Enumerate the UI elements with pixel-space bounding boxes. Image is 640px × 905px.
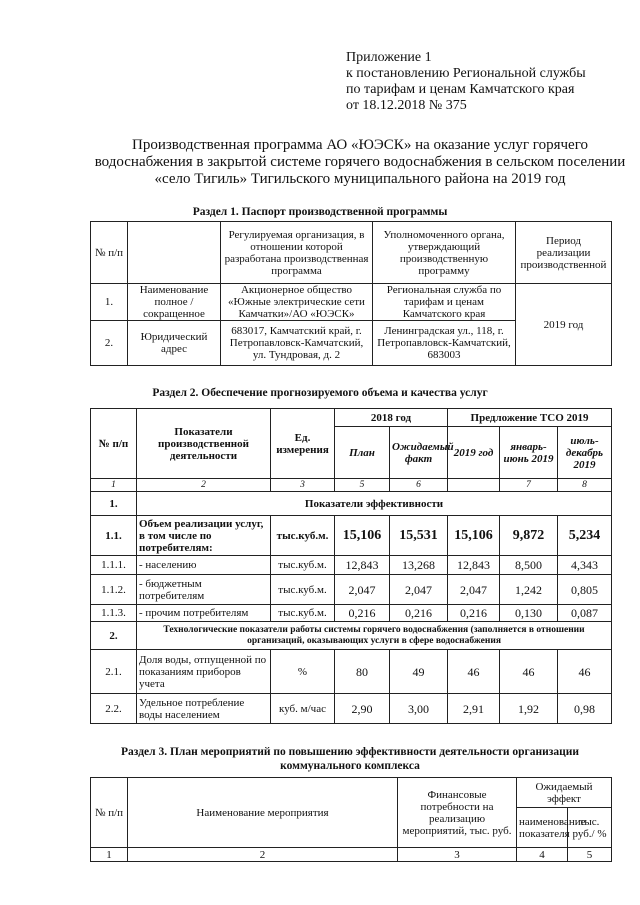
row-authority: Ленинградская ул., 118, г. Петропавловск-Камчатский, 683003 bbox=[373, 321, 516, 366]
col-number: 2 bbox=[137, 479, 271, 492]
table-row bbox=[91, 694, 612, 724]
services-table bbox=[90, 408, 612, 724]
column-numbers-row bbox=[91, 479, 612, 492]
row-num: 2.2. bbox=[91, 694, 137, 724]
section1-title: Раздел 1. Паспорт производственной программы bbox=[192, 206, 448, 218]
row-h2: 0,087 bbox=[558, 605, 612, 622]
row-num: 1.1.1. bbox=[91, 556, 137, 575]
header-indicator: Показатели производственной деятельности bbox=[137, 409, 271, 479]
header-value: тыс. руб./ % bbox=[568, 808, 612, 848]
row-unit: тыс.куб.м. bbox=[271, 605, 335, 622]
header-jul-dec: июль-декабрь 2019 bbox=[558, 427, 612, 479]
row-2019: 15,106 bbox=[448, 516, 500, 556]
group-title: Технологические показатели работы системы горячего водоснабжения (заполняется в отношении организаций, оказывающих услуги в сфере водоснабжения bbox=[137, 622, 612, 650]
col-number: 5 bbox=[568, 848, 612, 862]
row-authority: Региональная служба по тарифам и ценам Камчатского края bbox=[373, 284, 516, 321]
row-2019: 46 bbox=[448, 650, 500, 694]
header-num: № п/п bbox=[91, 409, 137, 479]
table-row bbox=[91, 556, 612, 575]
row-name: - бюджетным потребителям bbox=[137, 575, 271, 605]
row-fact: 13,268 bbox=[390, 556, 448, 575]
row-h1: 8,500 bbox=[500, 556, 558, 575]
row-name: Удельное потребление воды населением bbox=[137, 694, 271, 724]
row-2019: 12,843 bbox=[448, 556, 500, 575]
row-h2: 0,98 bbox=[558, 694, 612, 724]
col-number: 5 bbox=[335, 479, 390, 492]
table-row bbox=[91, 516, 612, 556]
header-name: Наименование мероприятия bbox=[128, 778, 398, 848]
col-number: 6 bbox=[390, 479, 448, 492]
row-num: 1.1.2. bbox=[91, 575, 137, 605]
passport-table bbox=[90, 221, 612, 366]
row-unit: куб. м/час bbox=[271, 694, 335, 724]
row-num: 2. bbox=[91, 321, 128, 366]
row-unit: тыс.куб.м. bbox=[271, 516, 335, 556]
group-num: 2. bbox=[91, 622, 137, 650]
section2-title: Раздел 2. Обеспечение прогнозируемого объема и качества услуг bbox=[152, 387, 488, 399]
col-number: 7 bbox=[500, 479, 558, 492]
row-org: Акционерное общество «Южные электрические сети Камчатки»/АО «ЮЭСК» bbox=[221, 284, 373, 321]
header-regulated-org: Регулируемая организация, в отношении которой разработана производственная программа bbox=[221, 222, 373, 284]
appendix-header bbox=[346, 50, 636, 114]
header-year-2018: 2018 год bbox=[335, 409, 448, 427]
row-plan: 0,216 bbox=[335, 605, 390, 622]
group-row bbox=[91, 622, 612, 650]
row-plan: 15,106 bbox=[335, 516, 390, 556]
column-numbers-row bbox=[91, 848, 612, 862]
row-h2: 46 bbox=[558, 650, 612, 694]
table-row bbox=[91, 605, 612, 622]
appendix-line: Приложение 1 bbox=[346, 50, 432, 65]
row-name: - прочим потребителям bbox=[137, 605, 271, 622]
row-h2: 4,343 bbox=[558, 556, 612, 575]
row-h2: 0,805 bbox=[558, 575, 612, 605]
row-h1: 1,242 bbox=[500, 575, 558, 605]
passport-row bbox=[91, 284, 612, 321]
appendix-line: по тарифам и ценам Камчатского края bbox=[346, 82, 575, 97]
row-plan: 80 bbox=[335, 650, 390, 694]
appendix-line: к постановлению Региональной службы bbox=[346, 66, 586, 81]
row-org: 683017, Камчатский край, г. Петропавловск-Камчатский, ул. Тундровая, д. 2 bbox=[221, 321, 373, 366]
header-jan-jun: январь-июнь 2019 bbox=[500, 427, 558, 479]
row-h2: 5,234 bbox=[558, 516, 612, 556]
col-number: 4 bbox=[517, 848, 568, 862]
col-number: 1 bbox=[91, 848, 128, 862]
row-num: 1.1. bbox=[91, 516, 137, 556]
header-blank bbox=[128, 222, 221, 284]
header-indicator-name: наименование показателя bbox=[517, 808, 568, 848]
row-unit: % bbox=[271, 650, 335, 694]
row-fact: 3,00 bbox=[390, 694, 448, 724]
row-fact: 0,216 bbox=[390, 605, 448, 622]
header-expected: Ожидаемый факт bbox=[390, 427, 448, 479]
row-h1: 46 bbox=[500, 650, 558, 694]
document-title: Производственная программа АО «ЮЭСК» на оказание услуг горячего водоснабжения в закрытой системе горячего водоснабжения в сельском поселении «село Тигиль» Тигильского муниципального района на 2019 год bbox=[94, 137, 626, 187]
services-header-row bbox=[91, 409, 612, 427]
header-authority: Уполномоченного органа, утверждающий производственную программу bbox=[373, 222, 516, 284]
row-unit: тыс.куб.м. bbox=[271, 575, 335, 605]
col-number: 2 bbox=[128, 848, 398, 862]
col-number: 3 bbox=[271, 479, 335, 492]
period-value: 2019 год bbox=[516, 284, 612, 366]
header-2019: 2019 год bbox=[448, 427, 500, 479]
header-num: № п/п bbox=[91, 222, 128, 284]
row-num: 2.1. bbox=[91, 650, 137, 694]
row-2019: 0,216 bbox=[448, 605, 500, 622]
header-finance: Финансовые потребности на реализацию мероприятий, тыс. руб. bbox=[398, 778, 517, 848]
passport-header-row bbox=[91, 222, 612, 284]
row-h1: 1,92 bbox=[500, 694, 558, 724]
row-num: 1.1.3. bbox=[91, 605, 137, 622]
row-h1: 0,130 bbox=[500, 605, 558, 622]
header-unit: Ед. измерения bbox=[271, 409, 335, 479]
header-effect: Ожидаемый эффект bbox=[517, 778, 612, 808]
measures-table bbox=[90, 777, 612, 862]
col-number: 3 bbox=[398, 848, 517, 862]
header-proposal: Предложение ТСО 2019 bbox=[448, 409, 612, 427]
header-plan: План bbox=[335, 427, 390, 479]
row-fact: 15,531 bbox=[390, 516, 448, 556]
row-label: Наименование полное / сокращенное bbox=[128, 284, 221, 321]
section3-title-line: Раздел 3. План мероприятий по повышению эффективности деятельности организации bbox=[121, 746, 579, 758]
row-name: Объем реализации услуг, в том числе по потребителям: bbox=[137, 516, 271, 556]
row-unit: тыс.куб.м. bbox=[271, 556, 335, 575]
group-title: Показатели эффективности bbox=[137, 492, 612, 516]
group-row bbox=[91, 492, 612, 516]
row-name: Доля воды, отпущенной по показаниям приборов учета bbox=[137, 650, 271, 694]
row-plan: 2,047 bbox=[335, 575, 390, 605]
row-num: 1. bbox=[91, 284, 128, 321]
col-number bbox=[448, 479, 500, 492]
section3-title-line: коммунального комплекса bbox=[280, 760, 420, 772]
header-num: № п/п bbox=[91, 778, 128, 848]
row-name: - населению bbox=[137, 556, 271, 575]
section3-title bbox=[90, 745, 610, 773]
row-fact: 2,047 bbox=[390, 575, 448, 605]
row-h1: 9,872 bbox=[500, 516, 558, 556]
row-label: Юридический адрес bbox=[128, 321, 221, 366]
measures-header-row bbox=[91, 778, 612, 808]
header-period: Период реализации производственной bbox=[516, 222, 612, 284]
row-fact: 49 bbox=[390, 650, 448, 694]
col-number: 8 bbox=[558, 479, 612, 492]
table-row bbox=[91, 650, 612, 694]
row-2019: 2,91 bbox=[448, 694, 500, 724]
row-plan: 12,843 bbox=[335, 556, 390, 575]
col-number: 1 bbox=[91, 479, 137, 492]
group-num: 1. bbox=[91, 492, 137, 516]
table-row bbox=[91, 575, 612, 605]
row-2019: 2,047 bbox=[448, 575, 500, 605]
row-plan: 2,90 bbox=[335, 694, 390, 724]
appendix-line: от 18.12.2018 № 375 bbox=[346, 98, 467, 113]
